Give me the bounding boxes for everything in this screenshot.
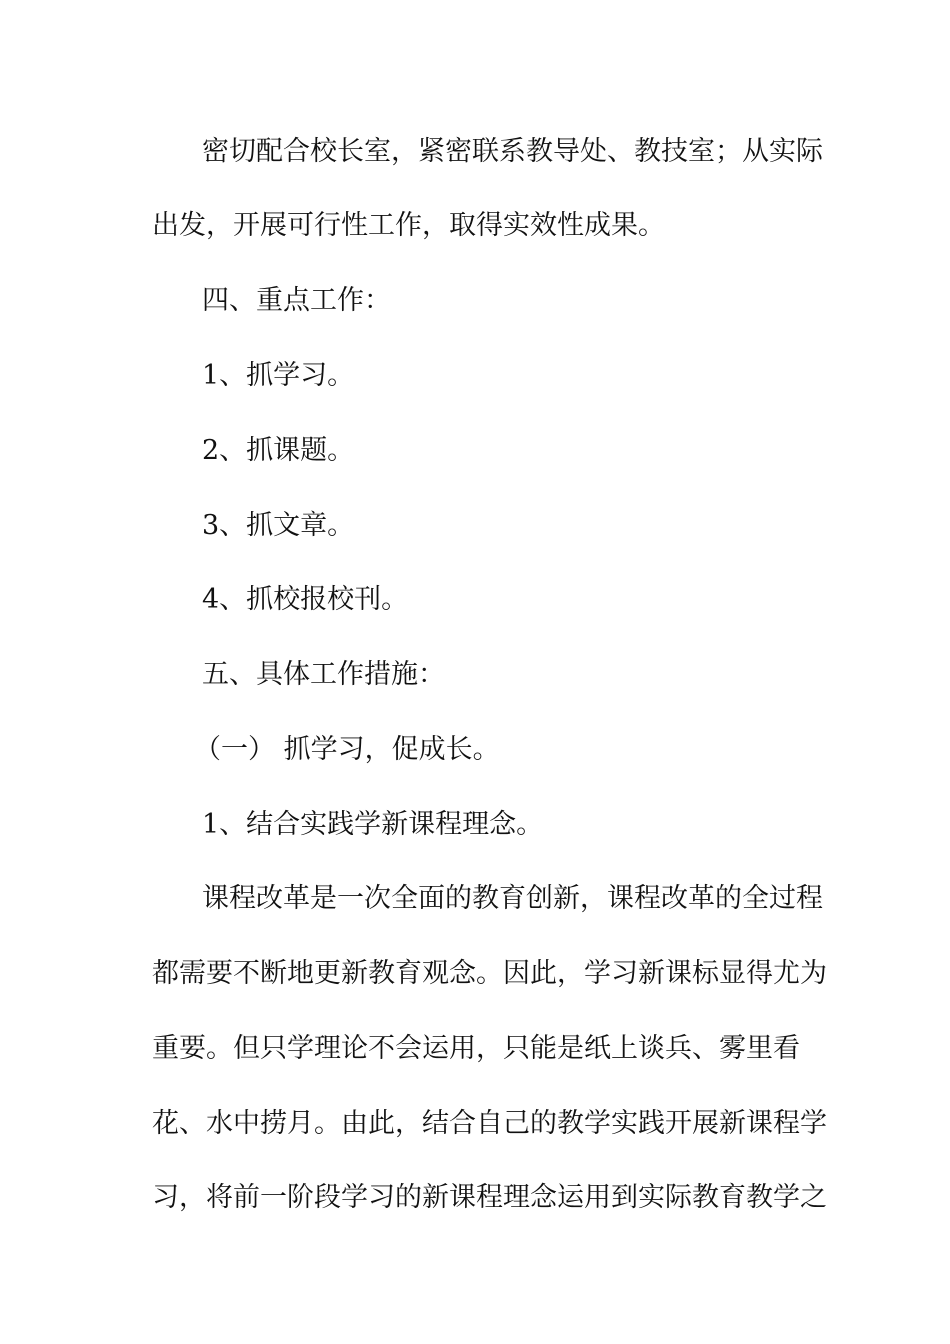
body-text-line: 重要。但只学理论不会运用，只能是纸上谈兵、雾里看 (152, 1033, 800, 1064)
section-heading: 五、具体工作措施： (202, 659, 445, 690)
list-item: 3、抓文章。 (202, 510, 355, 541)
body-text-line: 密切配合校长室，紧密联系教导处、教技室；从实际 (202, 136, 823, 167)
body-text-line: 出发，开展可行性工作，取得实效性成果。 (152, 210, 665, 241)
section-heading: 四、重点工作： (202, 285, 391, 316)
list-item: 1、抓学习。 (202, 360, 355, 391)
body-text-line: 习，将前一阶段学习的新课程理念运用到实际教育教学之 (152, 1182, 827, 1213)
list-item: 2、抓课题。 (202, 435, 355, 466)
list-item: 4、抓校报校刊。 (202, 584, 409, 615)
body-text-line: 课程改革是一次全面的教育创新，课程改革的全过程 (202, 883, 823, 914)
body-text-line: 都需要不断地更新教育观念。因此，学习新课标显得尤为 (152, 958, 827, 989)
body-text-line: 花、水中捞月。由此，结合自己的教学实践开展新课程学 (152, 1108, 827, 1139)
list-item: 1、结合实践学新课程理念。 (202, 809, 544, 840)
subsection-heading: （一） 抓学习，促成长。 (194, 734, 500, 765)
